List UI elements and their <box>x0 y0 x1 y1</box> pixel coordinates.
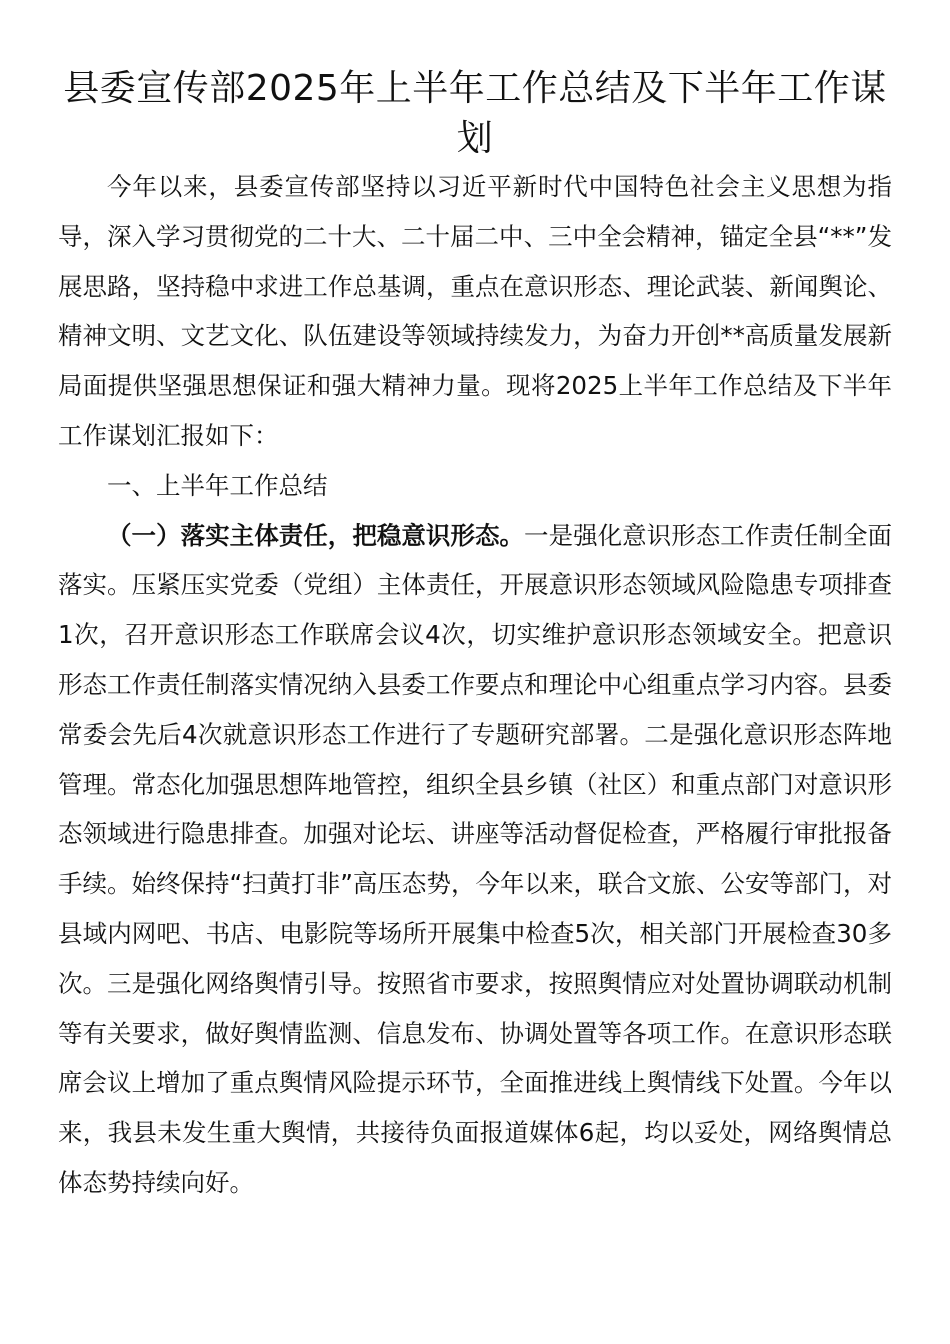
intro-paragraph: 今年以来，县委宣传部坚持以习近平新时代中国特色社会主义思想为指导，深入学习贯彻党的二十大、二十届二中、三中全会精神，锚定全县“**”发展思路，坚持稳中求进工作总基调，重点在意识形态、理论武装、新闻舆论、精神文明、文艺文化、队伍建设等领域持续发力，为奋力开创**高质量发展新局面提供坚强思想保证和强大精神力量。现将2025上半年工作总结及下半年工作谋划汇报如下： <box>58 172 892 450</box>
subsection-lead: （一）落实主体责任，把稳意识形态。 <box>107 520 525 550</box>
section-heading: 一、上半年工作总结 <box>107 470 328 500</box>
document-title: 县委宣传部2025年上半年工作总结及下半年工作谋划 <box>63 68 887 159</box>
subsection-body: 一是强化意识形态工作责任制全面落实。压紧压实党委（党组）主体责任，开展意识形态领域风险隐患专项排查1次，召开意识形态工作联席会议4次，切实维护意识形态领域安全。把意识形态工作责任制落实情况纳入县委工作要点和理论中心组重点学习内容。县委常委会先后4次就意识形态工作进行了专题研究部署。二是强化意识形态阵地管理。常态化加强思想阵地管控，组织全县乡镇（社区）和重点部门对意识形态领域进行隐患排查。加强对论坛、讲座等活动督促检查，严格履行审批报备手续。始终保持“扫黄打非”高压态势，今年以来，联合文旅、公安等部门，对县域内网吧、书店、电影院等场所开展集中检查5次，相关部门开展检查30多次。三是强化网络舆情引导。按照省市要求，按照舆情应对处置协调联动机制等有关要求，做好舆情监测、信息发布、协调处置等各项工作。在意识形态联席会议上增加了重点舆情风险提示环节，全面推进线上舆情线下处置。今年以来，我县未发生重大舆情，共接待负面报道媒体6起，均以妥处，网络舆情总体态势持续向好。 <box>58 520 892 1197</box>
document-body <box>58 162 892 1208</box>
subsection-paragraph <box>58 511 892 1208</box>
